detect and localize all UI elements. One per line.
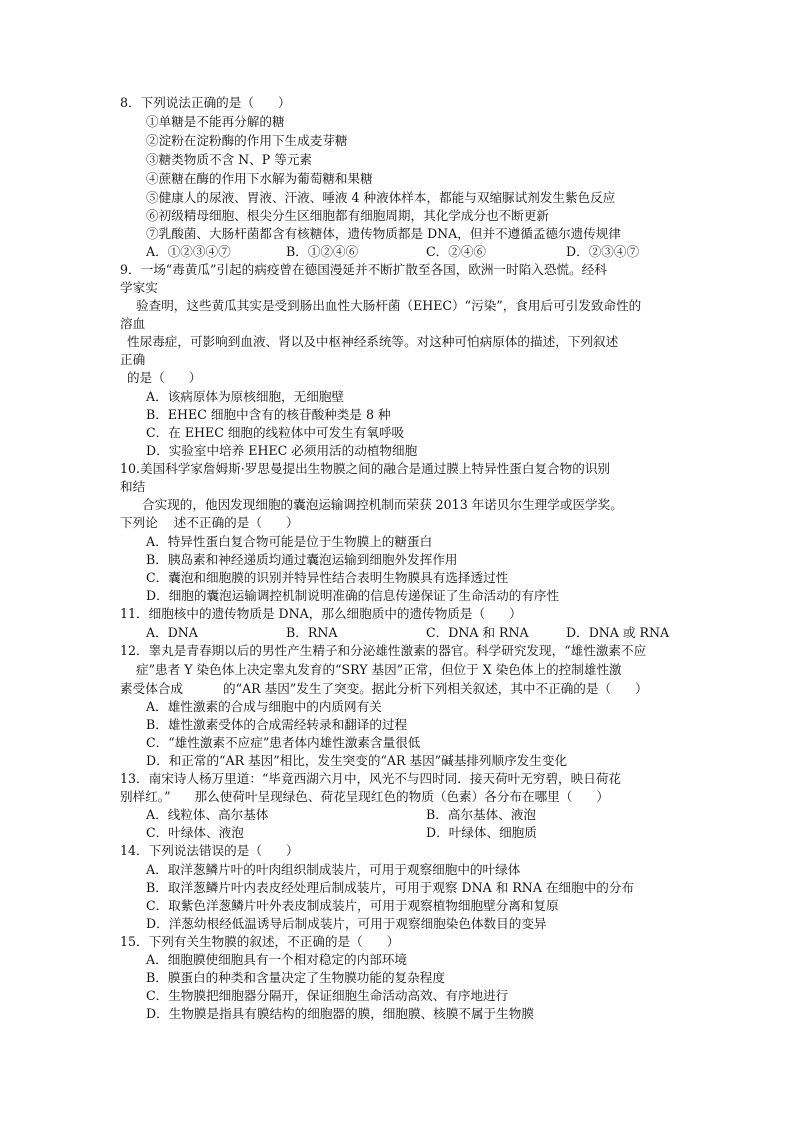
q8-item-2: ②淀粉在淀粉酶的作用下生成麦芽糖 (146, 133, 348, 148)
q9-line-5: 性尿毒症，可影响到血液、肾以及中枢神经系统等。对这种可怕病原体的描述，下列叙述 (127, 334, 619, 349)
q9-line-7: 的是（ ） (127, 370, 202, 385)
q8-option-c: C．②④⑥ (426, 244, 487, 259)
q8-item-3: ③糖类物质不含 N、P 等元素 (146, 152, 313, 167)
q10-line-2: 和结 (120, 479, 146, 494)
q15-option-a: A．细胞膜使细胞具有一个相对稳定的内部环境 (146, 952, 407, 967)
q9-line-2: 学家实 (120, 280, 158, 295)
q10-line-1: 10.美国科学家詹姆斯·罗思曼提出生物膜之间的融合是通过膜上特异性蛋白复合物的识别 (120, 461, 611, 476)
q9-option-d: D．实验室中培养 EHEC 必须用活的动植物细胞 (146, 443, 418, 458)
q8-item-6: ⑥初级精母细胞、根尖分生区细胞都有细胞周期，其化学成分也不断更新 (146, 208, 549, 223)
q9-line-6: 正确 (120, 352, 146, 367)
q9-line-1: 9．一场“毒黄瓜”引起的病疫曾在德国漫延并不断扩散至各国，欧洲一时陷入恐慌。经科 (120, 262, 607, 277)
q14-option-b: B．取洋葱鳞片叶内表皮经处理后制成装片，可用于观察 DNA 和 RNA 在细胞中的分布 (146, 880, 635, 895)
q12-option-a: A．雄性激素的合成与细胞中的内质网有关 (146, 699, 382, 714)
q13-option-c: C．叶绿体、液泡 (146, 825, 244, 840)
q8-option-d: D．②③④⑦ (566, 244, 640, 259)
q10-option-d: D．细胞的囊泡运输调控机制说明准确的信息传递保证了生命活动的有序性 (146, 588, 560, 603)
q11-stem: 11．细胞核中的遗传物质是 DNA，那么细胞质中的遗传物质是（ ） (120, 606, 522, 621)
q13-option-a: A．线粒体、高尔基体 (146, 807, 269, 822)
q11-option-b: B．RNA (286, 625, 338, 640)
q8-item-4: ④蔗糖在酶的作用下水解为葡萄糖和果糖 (146, 171, 373, 186)
q8-options (146, 243, 706, 261)
q13-option-d: D．叶绿体、细胞质 (426, 825, 537, 840)
q14-option-a: A．取洋葱鳞片叶的叶肉组织制成装片，可用于观察细胞中的叶绿体 (146, 862, 521, 877)
q10-option-a: A．特异性蛋白复合物可能是位于生物膜上的糖蛋白 (146, 534, 433, 549)
q9-line-4: 溶血 (120, 316, 146, 331)
q15-option-c: C．生物膜把细胞器分隔开，保证细胞生命活动高效、有序地进行 (146, 988, 509, 1003)
q13-line-1: 13．南宋诗人杨万里道：“毕竟西湖六月中，风光不与四时同．接天荷叶无穷碧，映日荷花 (120, 771, 622, 786)
q8-item-1: ①单糖是不能再分解的糖 (146, 114, 285, 129)
q12-option-b: B．雄性激素受体的合成需经转录和翻译的过程 (146, 717, 408, 732)
q12-line-1: 12．睾丸是青春期以后的男性产生精子和分泌雄性激素的器官。科学研究发现，“雄性激素不应 (120, 643, 647, 658)
q14-stem: 14．下列说法错误的是（ ） (120, 843, 299, 858)
q8-item-7: ⑦乳酸菌、大肠杆菌都含有核糖体，遗传物质都是 DNA，但并不遵循孟德尔遗传规律 (146, 226, 621, 241)
q8-stem: 8．下列说法正确的是（ ） (120, 95, 291, 110)
q15-option-d: D．生物膜是指具有膜结构的细胞器的膜，细胞膜、核膜不属于生物膜 (146, 1006, 534, 1021)
q11-option-a: A．DNA (146, 625, 198, 640)
q8-item-5: ⑤健康人的尿液、胃液、汗液、唾液 4 种液体样本，都能与双缩脲试剂发生紫色反应 (146, 190, 616, 205)
q12-line-2: 症”患者 Y 染色体上决定睾丸发育的“SRY 基因”正常，但位于 X 染色体上的控制雄性激 (136, 662, 622, 677)
q13-line-2: 别样红。” 那么使荷叶呈现绿色、荷花呈现红色的物质（色素）各分布在哪里（ ） (120, 789, 609, 804)
q12-option-c: C．“雄性激素不应症”患者体内雄性激素含量很低 (146, 735, 421, 750)
q9-line-3: 验查明，这些黄瓜其实是受到肠出血性大肠杆菌（EHEC）“污染”，食用后可引发致命性的 (136, 298, 642, 313)
q13-options-row-1 (146, 806, 706, 824)
q8-option-b: B．①②④⑥ (286, 244, 359, 259)
q10-option-c: C．囊泡和细胞膜的识别并特异性结合表明生物膜具有选择透过性 (146, 570, 509, 585)
q13-option-b: B．高尔基体、液泡 (426, 807, 537, 822)
q10-option-b: B．胰岛素和神经递质均通过囊泡运输到细胞外发挥作用 (146, 552, 458, 567)
q11-option-d: D．DNA 或 RNA (566, 625, 670, 640)
q11-option-c: C．DNA 和 RNA (426, 625, 529, 640)
q10-line-4: 下列论 述不正确的是（ ） (120, 515, 299, 530)
q15-option-b: B．膜蛋白的种类和含量决定了生物膜功能的复杂程度 (146, 970, 445, 985)
q12-line-3: 素受体合成 的“AR 基因”发生了突变。据此分析下列相关叙述，其中不正确的是（ ） (120, 681, 648, 696)
q8-option-a: A．①②③④⑦ (146, 244, 231, 259)
q10-line-3: 合实现的，他因发现细胞的囊泡运输调控机制而荣获 2013 年诺贝尔生理学或医学奖。 (142, 497, 623, 512)
q9-option-c: C．在 EHEC 细胞的线粒体中可发生有氧呼吸 (146, 425, 405, 440)
q9-option-b: B．EHEC 细胞中含有的核苷酸种类是 8 种 (146, 407, 391, 422)
q12-option-d: D．和正常的“AR 基因”相比，发生突变的“AR 基因”碱基排列顺序发生变化 (146, 753, 568, 768)
q14-option-d: D．洋葱幼根经低温诱导后制成装片，可用于观察细胞染色体数目的变异 (146, 916, 547, 931)
q11-options (146, 624, 706, 642)
q15-stem: 15．下列有关生物膜的叙述，不正确的是（ ） (120, 934, 400, 949)
q13-options-row-2 (146, 824, 706, 842)
q9-option-a: A．该病原体为原核细胞，无细胞壁 (146, 389, 345, 404)
q14-option-c: C．取紫色洋葱鳞片叶外表皮制成装片，可用于观察植物细胞壁分离和复原 (146, 898, 559, 913)
